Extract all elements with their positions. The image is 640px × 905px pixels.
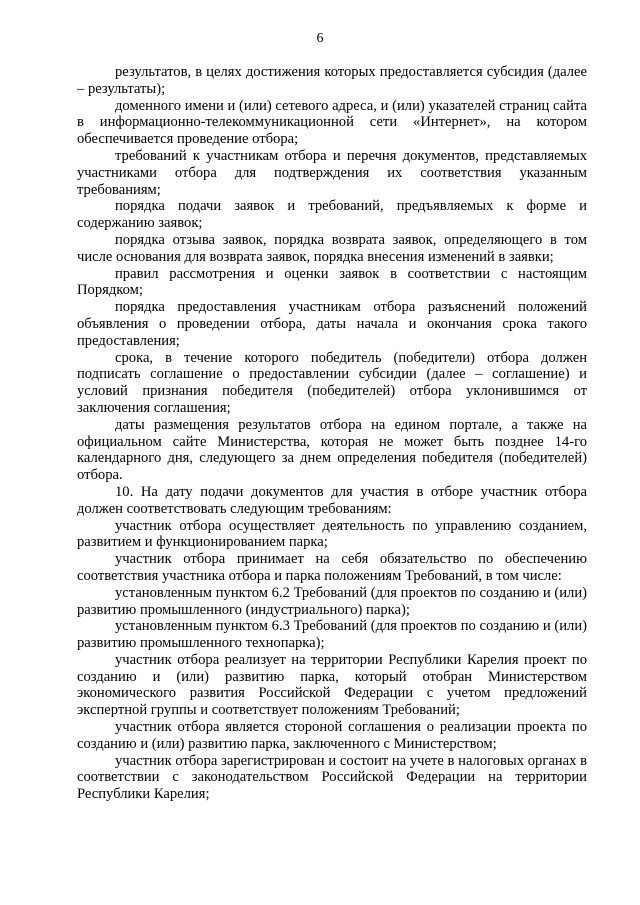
paragraph-evaluation-rules: правил рассмотрения и оценки заявок в соответствии с настоящим Порядком; [77, 265, 587, 299]
paragraph-application-procedure: порядка подачи заявок и требований, предъявляемых к форме и содержанию заявок; [77, 198, 587, 232]
page-number: 6 [316, 31, 324, 46]
paragraph-section-10: 10. На дату подачи документов для участия в отборе участник отбора должен соответствовать следующим требованиям: [77, 483, 587, 517]
paragraph-compliance-obligation: участник отбора принимает на себя обязательство по обеспечению соответствия участника отбора и парка положениям Требований, в том числе: [77, 551, 587, 584]
paragraph-agreement-party: участник отбора является стороной соглашения о реализации проекта по созданию и (или) развитию парка, заключенного с Министерством; [77, 719, 587, 752]
paragraph-clause-6-2: установленным пунктом 6.2 Требований (для проектов по созданию и (или) развитию промышленного (индустриального) парка); [77, 584, 587, 618]
paragraph-results: результатов, в целях достижения которых предоставляется субсидия (далее – результаты); [77, 64, 587, 97]
paragraph-park-management: участник отбора осуществляет деятельность по управлению созданием, развитием и функционированием парка; [77, 517, 587, 551]
paragraph-karelia-project: участник отбора реализует на территории Республики Карелия проект по созданию и (или) развитию парка, который отобран Министерством экономического развития Российской Федерации с учетом предложений экспертной группы и соответствует положениям Требований; [77, 651, 587, 719]
paragraph-domain-name: доменного имени и (или) сетевого адреса, и (или) указателей страниц сайта в информационно-телекоммуникационной сети «Интернет», на котором обеспечивается проведение отбора; [77, 97, 587, 148]
paragraph-application-withdrawal: порядка отзыва заявок, порядка возврата заявок, определяющего в том числе основания для возврата заявок, порядка внесения изменений в заявки; [77, 231, 587, 265]
paragraph-tax-registration: участник отбора зарегистрирован и состоит на учете в налоговых органах в соответствии с законодательством Российской Федерации на территории Республики Карелия; [77, 752, 587, 803]
paragraph-participant-requirements: требований к участникам отбора и перечня документов, представляемых участниками отбора для подтверждения их соответствия указанным требованиям; [77, 147, 587, 198]
paragraph-clause-6-3: установленным пунктом 6.3 Требований (для проектов по созданию и (или) развитию промышленного технопарка); [77, 618, 587, 652]
document-body [77, 64, 587, 803]
paragraph-agreement-deadline: срока, в течение которого победитель (победители) отбора должен подписать соглашение о предоставлении субсидии (далее – соглашение) и условий признания победителя (победителей) отбора уклонившимся от заключения соглашения; [77, 349, 587, 416]
paragraph-clarifications: порядка предоставления участникам отбора разъяснений положений объявления о проведении отбора, даты начала и окончания срока такого предоставления; [77, 299, 587, 349]
paragraph-results-publication: даты размещения результатов отбора на едином портале, а также на официальном сайте Министерства, которая не может быть позднее 14-го календарного дня, следующего за днем определения победителя (победителей) отбора. [77, 416, 587, 484]
